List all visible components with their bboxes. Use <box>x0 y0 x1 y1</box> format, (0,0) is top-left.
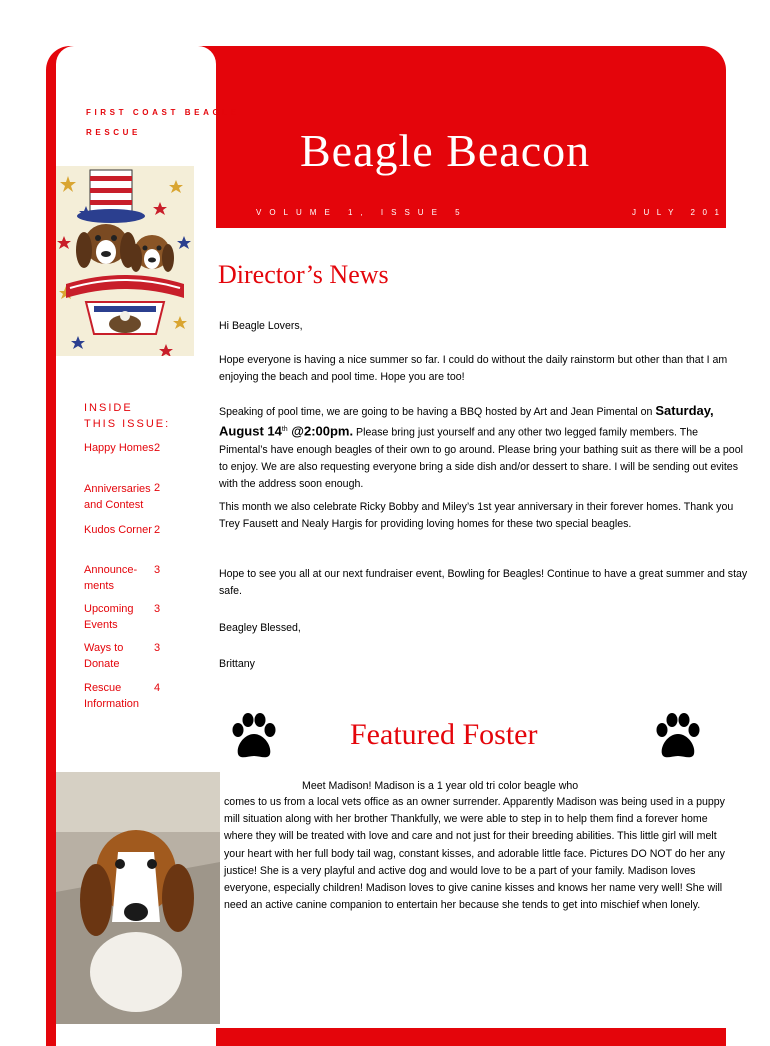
newsletter-title: Beagle Beacon <box>300 125 591 176</box>
toc-item-announcements[interactable]: Announce-ments <box>84 564 138 592</box>
signature: Brittany <box>219 658 255 670</box>
madison-beagle-photo <box>56 772 220 1024</box>
paw-print-icon <box>654 712 702 762</box>
bbq-time: @2:00pm. <box>287 423 354 439</box>
toc-page-number: 3 <box>154 564 161 576</box>
paragraph-fundraiser: Hope to see you all at our next fundraiser event, Bowling for Beagles! Continue to have a great summer and stay safe. <box>219 568 748 597</box>
toc-page-number: 2 <box>154 442 161 454</box>
patriotic-beagles-illustration <box>56 166 194 356</box>
signoff: Beagley Blessed, <box>219 622 301 634</box>
org-name-line2: RESCUE <box>86 128 141 137</box>
toc-page-number: 3 <box>154 642 161 654</box>
toc-item-ways-to-donate[interactable]: Ways to Donate <box>84 642 124 670</box>
directors-news-heading: Director’s News <box>218 260 389 289</box>
volume-issue: VOLUME 1, ISSUE 5 <box>256 208 468 217</box>
toc-item-upcoming-events[interactable]: Upcoming Events <box>84 603 134 631</box>
bbq-details: Please bring just yourself and any other two legged family members. The Pimental’s have enough beagles of their own to go around. Please bring your bathing suit as there will be a pool to enjoy. We are also requesting everyone bring a side dish and/or dessert to share. I will be sending out evites with the address soon enough. <box>219 426 743 490</box>
issue-date: JULY 2010 <box>632 208 739 217</box>
bbq-date: Saturday, August 14 <box>219 403 714 439</box>
foster-intro: Meet Madison! Madison is a 1 year old tri color beagle who <box>302 780 579 792</box>
paw-print-icon <box>230 712 278 762</box>
toc-page-number: 4 <box>154 682 161 694</box>
sidebar-heading <box>84 400 184 432</box>
featured-foster-heading: Featured Foster <box>350 718 538 751</box>
toc-page-number: 3 <box>154 603 161 615</box>
toc-item-happy-homes[interactable]: Happy Homes <box>84 442 154 454</box>
toc-item-kudos-corner[interactable]: Kudos Corner <box>84 524 152 536</box>
toc-page-number: 2 <box>154 482 161 494</box>
bbq-intro: Speaking of pool time, we are going to be having a BBQ hosted by Art and Jean Pimental on <box>219 406 656 418</box>
foster-description: comes to us from a local vets office as an owner surrender. Apparently Madison was being used in a puppy mill situation along with her brother Thankfully, we were able to step in to help them find a forever home where they will be treated with love and care and not just for their breeding abilities. This little girl will melt your heart with her full body tail wag, constant kisses, and adorable little face. Pictures DO NOT do her any justice! She is a very playful and active dog and would love to be a part of your family. Madison loves everyone, especially children! Madison loves to give canine kisses and knows her name very well! She will need an active canine companion to entertain her because she tends to get into mischief when lonely. <box>224 796 725 912</box>
toc-page-number: 2 <box>154 524 161 536</box>
sidebar-heading-line1: INSIDE <box>84 402 133 414</box>
toc-item-rescue-information[interactable]: Rescue Information <box>84 682 140 710</box>
paragraph-bbq <box>219 402 749 493</box>
org-name-line1: FIRST COAST BEAGLE <box>86 108 240 117</box>
greeting: Hi Beagle Lovers, <box>219 320 303 332</box>
sidebar-heading-line2: THIS ISSUE: <box>84 418 171 430</box>
paragraph-summer: Hope everyone is having a nice summer so far. I could do without the daily rainstorm but other than that I am enjoying the beach and pool time. Hope you are too! <box>219 354 728 383</box>
toc-item-anniversaries[interactable]: Anniversaries and Contest <box>84 483 151 511</box>
bbq-date-suffix: th <box>281 426 288 433</box>
paragraph-anniversary: This month we also celebrate Ricky Bobby and Miley’s 1st year anniversary in their forever homes. Thank you Trey Fausett and Nealy Hargis for providing loving homes for these two special beagles. <box>219 501 734 530</box>
